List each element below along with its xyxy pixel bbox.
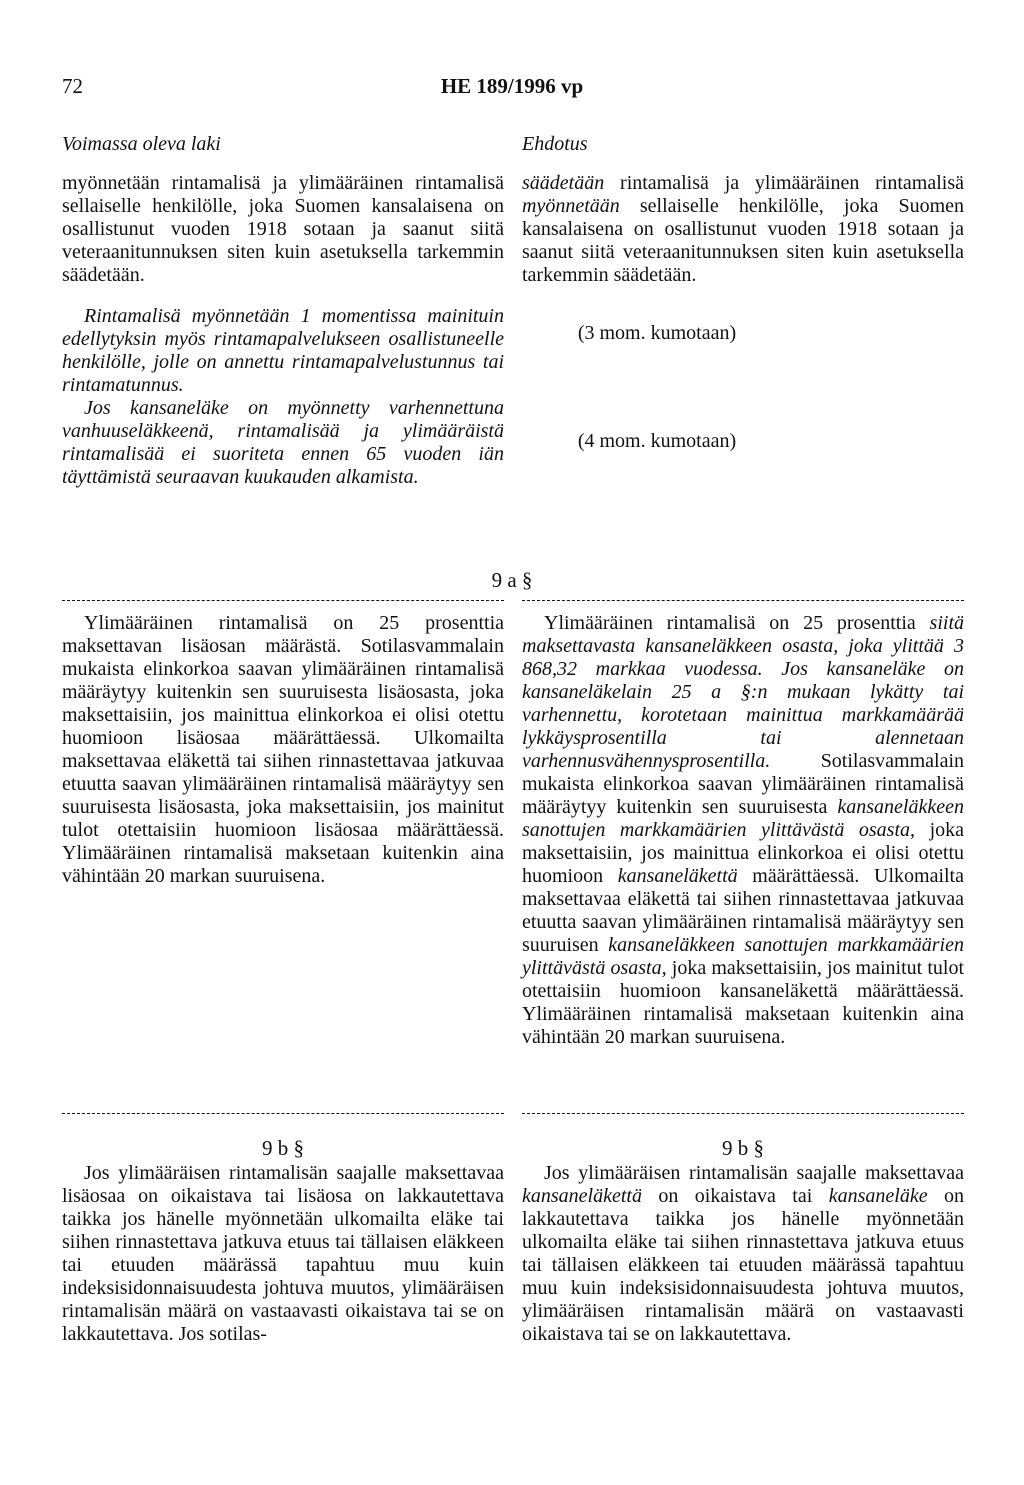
left-paragraph-4: Ylimääräinen rintamalisä on 25 prosenttia maksettavan lisäosan määrästä. Sotilasvammalain mukaista elinkorkoa saavan ylimääräinen rintamalisä määräytyy kuitenkin sen suuruisesta lisäosasta, joka maksettaisiin, jos mainittua elinkorkoa ei olisi otettu huomioon lisäosaa määrättäessä. Ulkomailta maksettavaa eläkettä tai siihen rinnastettavaa jatkuvaa etuutta saavan ylimääräinen rintamalisä määräytyy sen suuruisesta lisäosasta, joka maksettaisiin, jos mainitut tulot otettaisiin huomioon lisäosaa määrättäessä. Ylimääräinen rintamalisä maksetaan kuitenkin aina vähintään 20 markan suuruisena. — [62, 612, 504, 887]
page-number: 72 — [62, 74, 83, 98]
right-p1-text-2: sellaiselle henkilölle, joka Suomen kansalaisena on osallistunut vuoden 1918 sotaan ja saanut siitä veteraanitunnuksen siten kuin asetuksella tarkemmin säädetään. — [522, 195, 964, 286]
left-dashed-rule-1 — [62, 600, 504, 601]
left-paragraph-3-text: Jos kansaneläke on myönnetty varhennettuna vanhuuseläkkeenä, rintamalisää ja ylimääräistä rintamalisää ei suoriteta ennen 65 vuoden iän täyttämistä seuraavan kuukauden alkamista. — [62, 397, 504, 488]
left-paragraph-2 — [62, 305, 504, 397]
left-section-9b-heading: 9 b § — [262, 1136, 304, 1160]
left-column-top — [62, 172, 504, 489]
right-p4-text-e: joka maksettaisiin, jos mainittua elinkorkoa ei olisi otettu huomioon — [522, 819, 964, 887]
right-column-9b — [522, 1162, 964, 1346]
right-mom-3: (3 mom. kumotaan) — [577, 322, 737, 344]
right-column-9a — [522, 612, 964, 1049]
left-column-title: Voimassa oleva laki — [62, 133, 221, 155]
section-9a-heading: 9 a § — [491, 568, 533, 592]
right-dashed-rule-1 — [522, 600, 964, 601]
right-dashed-rule-2 — [522, 1113, 964, 1114]
right-p1-emph-2: myönnetään — [522, 195, 620, 217]
right-p5-text-a: Jos ylimääräisen rintamalisän saajalle maksettavaa — [544, 1162, 964, 1184]
left-column-9b — [62, 1162, 504, 1346]
right-p5-emph-d: kansaneläke — [828, 1185, 928, 1207]
right-p4-emph-d: kansaneläkkeen sanottujen markkamäärien ylittävästä osasta, — [522, 796, 964, 841]
right-paragraph-4 — [522, 612, 964, 1049]
right-p4-text-i: joka maksettaisiin, jos mainitut tulot otettaisiin huomioon kansaneläkettä määrättäessä. Ylimääräinen rintamalisä maksetaan kuitenkin aina vähintään 20 markan suuruisena. — [522, 957, 965, 1048]
left-dashed-rule-2 — [62, 1113, 504, 1114]
right-p4-emph-f: kansaneläkettä — [617, 865, 738, 887]
right-p1-text-1: rintamalisä ja ylimääräinen rintamalisä — [604, 172, 964, 194]
right-paragraph-5 — [522, 1162, 964, 1346]
left-paragraph-3 — [62, 397, 504, 489]
running-title: HE 189/1996 vp — [440, 74, 584, 98]
left-paragraph-2-text: Rintamalisä myönnetään 1 momentissa mainituin edellytyksin myös rintamapalvelukseen osallistuneelle henkilölle, jolle on annettu rintamapalvelustunnus tai rintamatunnus. — [62, 305, 504, 396]
left-column-9a — [62, 612, 504, 888]
right-p4-emph-h: kansaneläkkeen sanottujen markkamäärien ylittävästä osasta, — [522, 934, 964, 979]
right-column-top — [522, 172, 964, 287]
right-p4-text-g: määrättäessä. Ulkomailta maksettavaa eläkettä tai siihen rinnastettavaa jatkuvaa etuutta saavan ylimääräinen rintamalisä määräytyy sen suuruisen — [522, 865, 964, 956]
right-mom-4: (4 mom. kumotaan) — [577, 430, 737, 452]
right-p5-emph-b: kansaneläkettä — [522, 1185, 642, 1207]
right-section-9b-heading: 9 b § — [722, 1136, 764, 1160]
right-paragraph-1 — [522, 172, 964, 287]
left-paragraph-1: myönnetään rintamalisä ja ylimääräinen rintamalisä sellaiselle henkilölle, joka Suomen kansalaisena on osallistunut vuoden 1918 sotaan ja saanut siitä veteraanitunnuksen siten kuin asetuksella tarkemmin säädetään. — [62, 172, 504, 286]
right-p4-emph-b: siitä maksettavasta kansaneläkkeen osasta, joka ylittää 3 868,32 markkaa vuodessa. Jos kansaneläke on kansaneläkelain 25 a §:n mukaan lykätty tai varhennettu, korotetaan mainittua markkamäärää lykkäysprosentilla tai alennetaan varhennusvähennysprosentilla. — [522, 612, 964, 772]
right-p5-text-e: on lakkautettava taikka jos hänelle myönnetään ulkomailta eläke tai siihen rinnastettava jatkuva etuus tai tällaisen eläkkeen tai etuuden määrässä tapahtuu muu kuin indeksisidonnaisuudesta johtuva muutos, ylimääräisen rintamalisän määrä on vastaavasti oikaistava tai se on lakkautettava. — [522, 1185, 964, 1345]
right-column-title: Ehdotus — [522, 133, 588, 155]
left-paragraph-5: Jos ylimääräisen rintamalisän saajalle maksettavaa lisäosaa on oikaistava tai lisäosa on lakkautettava taikka jos hänelle myönnetään ulkomailta eläke tai siihen rinnastettava jatkuva etuus tai tällaisen eläkkeen tai etuuden määrässä tapahtuu muu kuin indeksisidonnaisuudesta johtuva muutos, ylimääräisen rintamalisän määrä on vastaavasti oikaistava tai se on lakkautettava. Jos sotilas- — [62, 1162, 504, 1345]
right-p5-text-c: on oikaistava tai — [641, 1185, 829, 1207]
right-p4-text-c: Sotilasvammalain mukaista elinkorkoa saavan ylimääräinen rintamalisä määräytyy kuitenkin sen suuruisesta — [522, 750, 964, 818]
right-p4-text-a: Ylimääräinen rintamalisä on 25 prosenttia — [544, 612, 930, 634]
right-p1-emph-1: säädetään — [522, 172, 605, 194]
